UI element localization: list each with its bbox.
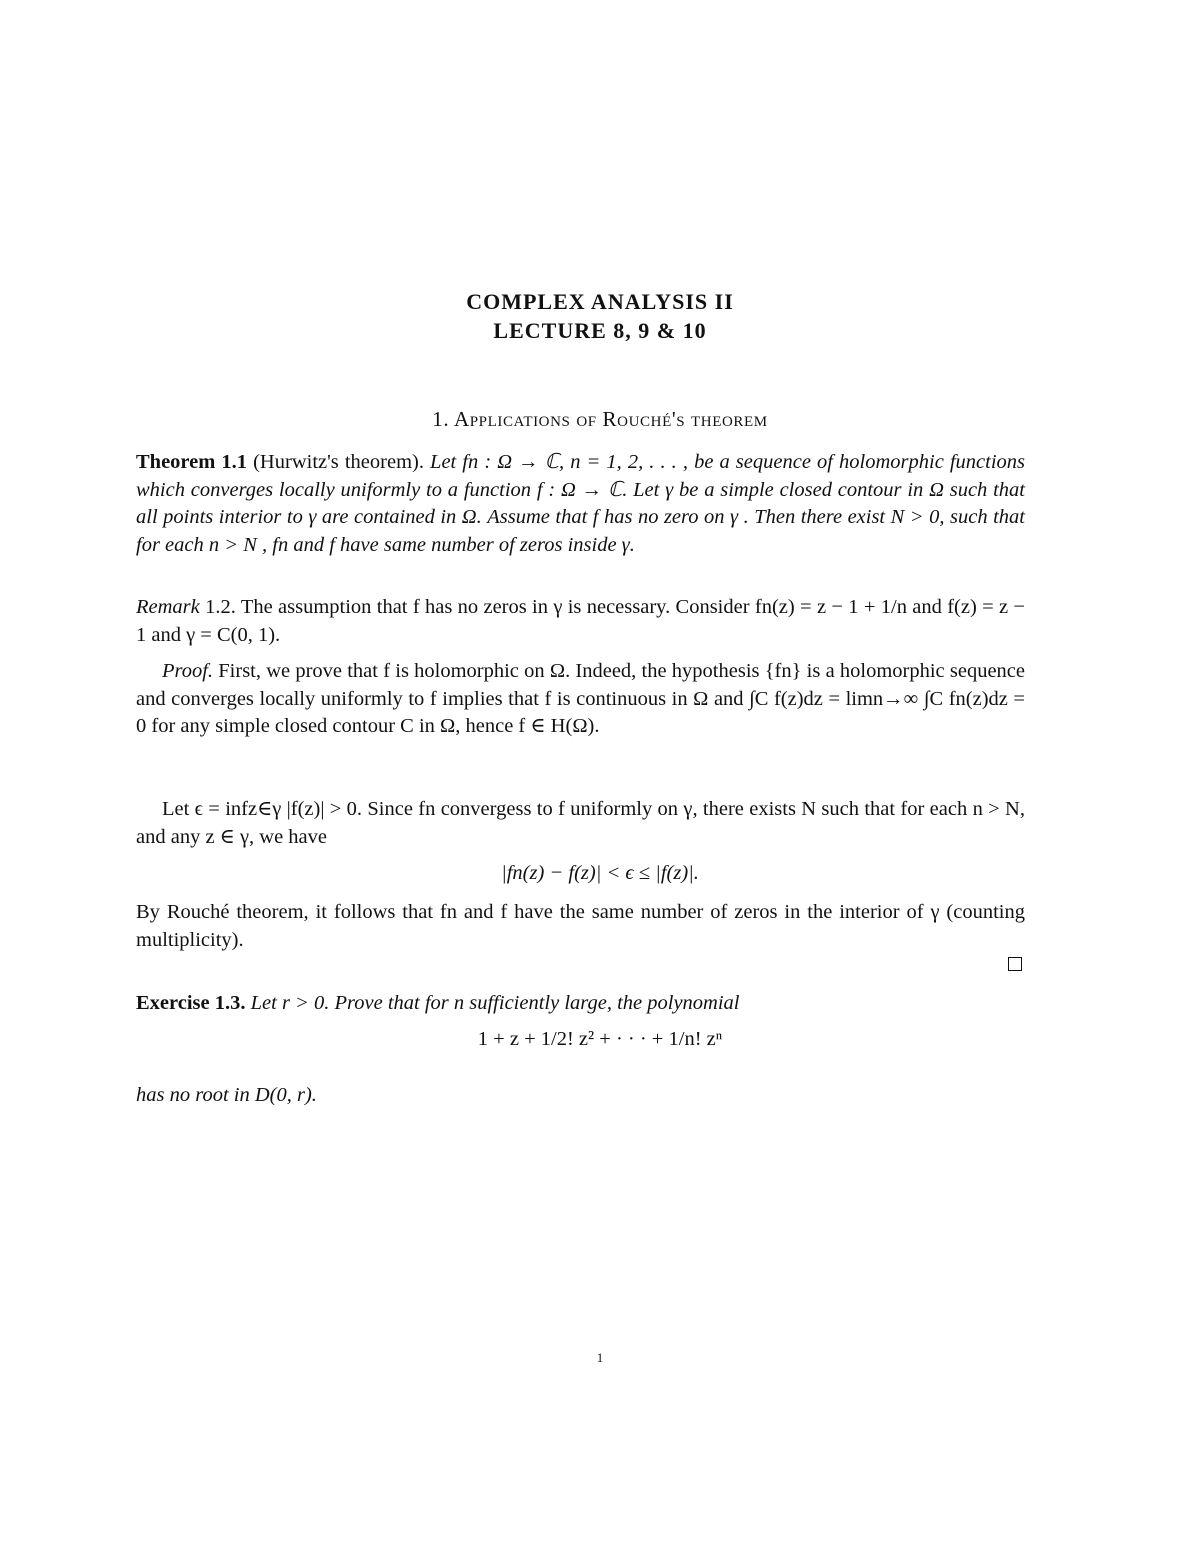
theorem-block	[136, 449, 1025, 559]
section-heading	[0, 407, 1200, 432]
section-title: Applications of Rouché's theorem	[453, 407, 768, 431]
display-polynomial: 1 + z + 1/2! z² + · · · + 1/n! zⁿ	[477, 1028, 723, 1050]
theorem-name: (Hurwitz's theorem).	[253, 451, 424, 473]
page-number: 1	[596, 1350, 604, 1365]
remark-text: The assumption that f has no zeros in γ is necessary. Consider fn(z) = z − 1 + 1/n and f(z) = z − 1 and γ = C(0, 1).	[136, 596, 1025, 646]
theorem-label: Theorem 1.1	[136, 451, 248, 473]
theorem-statement: Let fn : Ω → ℂ, n = 1, 2, . . . , be a sequence of holomorphic functions which converges locally uniformly to a function f : Ω → ℂ. Let γ be a simple closed contour in Ω such that all points interior to γ are contained in Ω. Assume that f has no zero on γ . Then there exist N > 0, such that for each n > N , fn and f have same number of zeros inside γ.	[136, 451, 1026, 556]
document-subtitle: LECTURE 8, 9 & 10	[493, 318, 707, 343]
remark-block	[136, 594, 1025, 649]
exercise-statement: Let r > 0. Prove that for n sufficiently large, the polynomial	[250, 992, 740, 1014]
proof-block	[136, 658, 1025, 741]
display-inequality: |fn(z) − f(z)| < ϵ ≤ |f(z)|.	[501, 862, 699, 884]
remark-label: Remark	[136, 596, 200, 618]
exercise-block	[136, 990, 1025, 1018]
remark-number: 1.2.	[205, 596, 236, 618]
document-title: COMPLEX ANALYSIS II	[466, 289, 734, 314]
proof-label: Proof.	[162, 660, 214, 682]
proof-paragraph-2: Let ϵ = infz∈γ |f(z)| > 0. Since fn convergess to f uniformly on γ, there exists N such that for each n > N, and any z ∈ γ, we have	[136, 798, 1025, 848]
proof-conclusion: By Rouché theorem, it follows that fn and f have the same number of zeros in the interior of γ (counting multiplicity).	[136, 901, 1025, 951]
section-number: 1.	[432, 407, 450, 431]
proof-text: First, we prove that f is holomorphic on Ω. Indeed, the hypothesis {fn} is a holomorphic sequence and converges locally uniformly to f implies that f is continuous in Ω and ∫C f(z)dz = limn→∞ ∫C fn(z)dz = 0 for any simple closed contour C in Ω, hence f ∈ H(Ω).	[136, 660, 1025, 737]
exercise-tail: has no root in D(0, r).	[136, 1084, 317, 1106]
exercise-label: Exercise 1.3.	[136, 992, 246, 1014]
qed-box-icon	[1008, 957, 1022, 971]
